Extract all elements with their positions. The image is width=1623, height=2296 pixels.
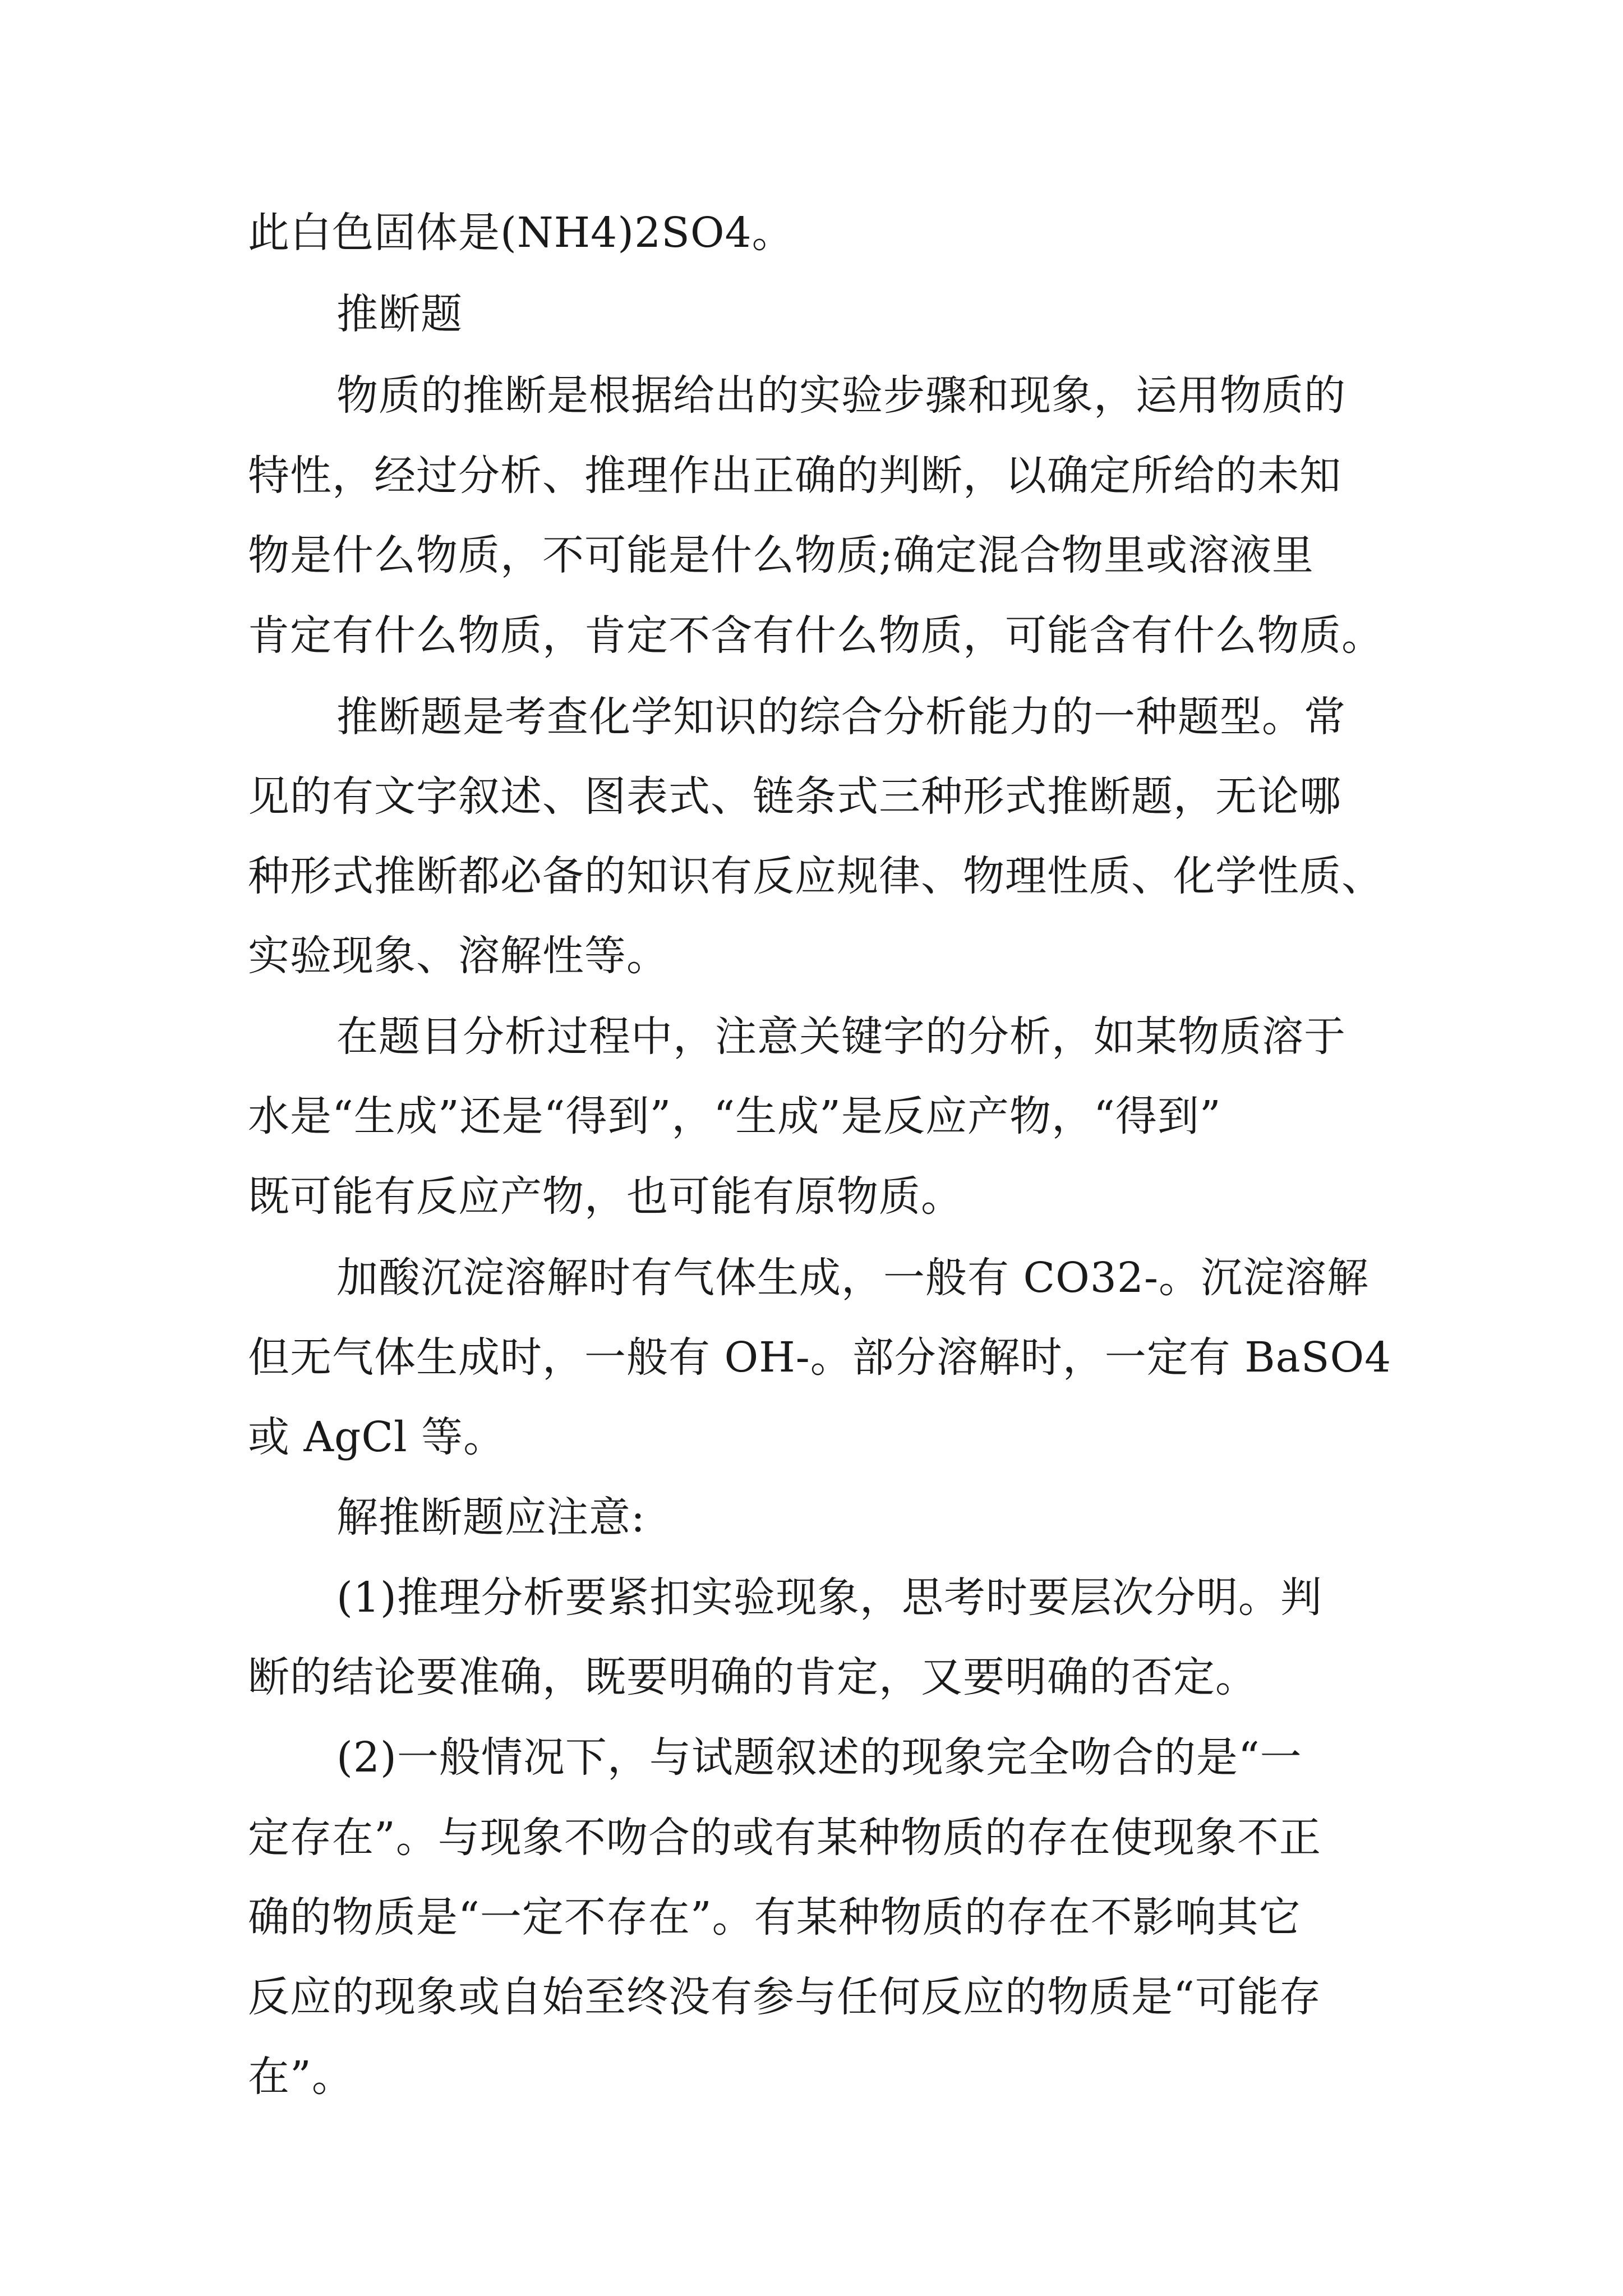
text-line: 肯定有什么物质，肯定不含有什么物质，可能含有什么物质。	[248, 611, 1384, 660]
text-line: 断的结论要准确，既要明确的肯定，又要明确的否定。	[248, 1653, 1257, 1701]
text-line: 此白色固体是(NH4)2SO4。	[248, 209, 794, 257]
section-heading: 推断题	[336, 290, 463, 338]
text-line: 定存在”。与现象不吻合的或有某种物质的存在使现象不正	[248, 1814, 1321, 1862]
text-line: 或 AgCl 等。	[248, 1413, 506, 1461]
text-line: 在”。	[248, 2053, 354, 2101]
text-line: 特性，经过分析、推理作出正确的判断，以确定所给的未知	[248, 452, 1341, 500]
text-line: 既可能有反应产物，也可能有原物质。	[248, 1172, 963, 1221]
text-line: 推断题是考查化学知识的综合分析能力的一种题型。常	[336, 693, 1346, 741]
text-line: 水是“生成”还是“得到”，“生成”是反应产物，“得到”	[248, 1092, 1221, 1140]
text-line: 但无气体生成时，一般有 OH-。部分溶解时，一定有 BaSO4	[248, 1333, 1392, 1382]
text-line: 见的有文字叙述、图表式、链条式三种形式推断题，无论哪	[248, 772, 1341, 821]
text-line: (1)推理分析要紧扣实验现象，思考时要层次分明。判	[336, 1573, 1322, 1622]
text-line: 在题目分析过程中，注意关键字的分析，如某物质溶于	[336, 1013, 1346, 1061]
text-line: 加酸沉淀溶解时有气体生成，一般有 CO32-。沉淀溶解	[336, 1254, 1369, 1302]
text-line: 实验现象、溶解性等。	[248, 932, 668, 980]
text-line: 确的物质是“一定不存在”。有某种物质的存在不影响其它	[248, 1893, 1301, 1941]
text-line: 物质的推断是根据给出的实验步骤和现象，运用物质的	[336, 371, 1346, 420]
text-line: 解推断题应注意:	[336, 1493, 645, 1542]
text-line: 物是什么物质，不可能是什么物质;确定混合物里或溶液里	[248, 531, 1314, 579]
text-line: 种形式推断都必备的知识有反应规律、物理性质、化学性质、	[248, 852, 1384, 900]
text-line: (2)一般情况下，与试题叙述的现象完全吻合的是“一	[336, 1733, 1302, 1782]
text-line: 反应的现象或自始至终没有参与任何反应的物质是“可能存	[248, 1973, 1321, 2021]
